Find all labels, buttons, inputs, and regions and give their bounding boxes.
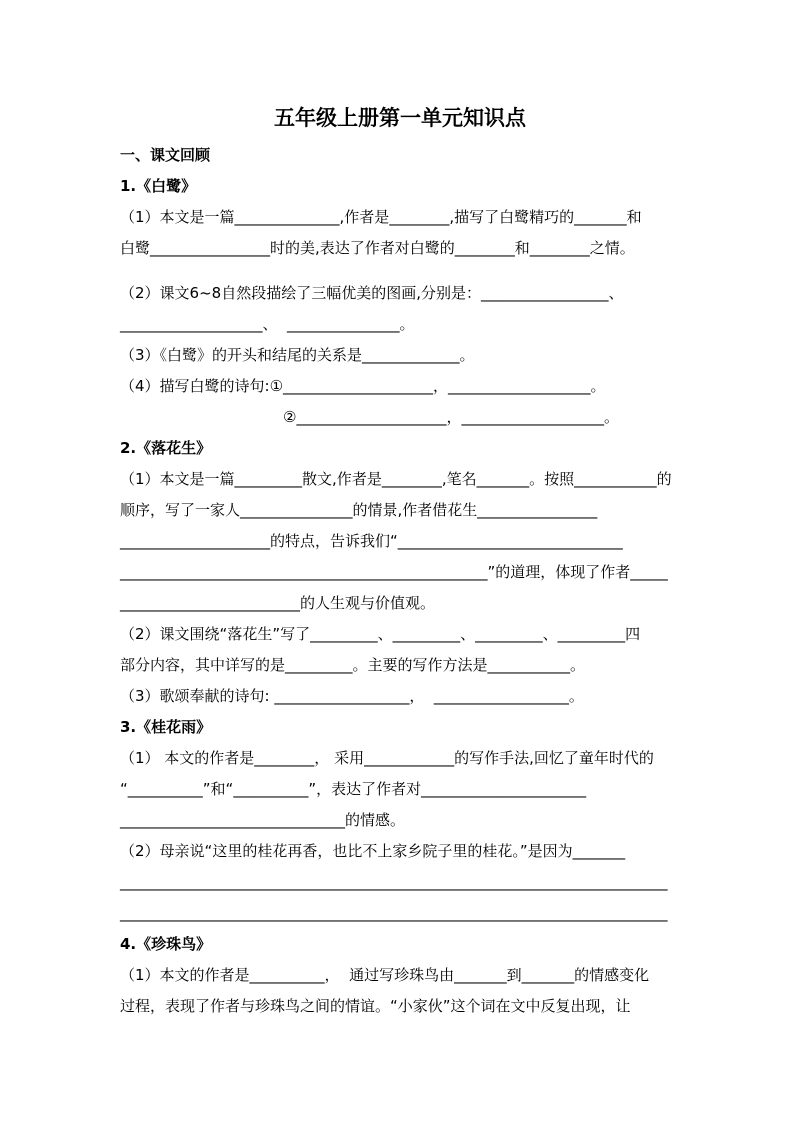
question-line: 顺序，写了一家人_______________的情景,作者借花生________________ [120,501,598,519]
question-line: （2）母亲说“这里的桂花再香，也比不上家乡院子里的桂花。”是因为_______ [120,842,626,860]
lesson-2-block [120,433,680,712]
question-line: （1）本文的作者是__________， 通过写珍珠鸟由_______到_______的情感变化 [120,966,650,984]
question-paragraph [120,960,680,1022]
question-line: ②____________________，___________________。 [283,408,619,426]
answer-blank-line: _________________________________________________________________________ [120,904,668,922]
question-line: ______________________________的情感。 [120,811,406,829]
lesson-4-heading: 4.《珍珠鸟》 [120,935,212,953]
section-heading: 一、课文回顾 [120,146,211,164]
question-paragraph [120,278,680,340]
lesson-2-heading: 2.《落花生》 [120,439,212,457]
question-line: （1）本文是一篇______________,作者是________,描写了白鹭精巧的_______和 [120,208,642,226]
question-paragraph [120,743,680,836]
question-line: 过程，表现了作者与珍珠鸟之间的情谊。“小家伙”这个词在文中反复出现，让 [120,997,631,1015]
question-line: （4）描写白鹭的诗句:①____________________，___________________。 [120,377,606,395]
question-line: _________________________________________________”的道理，体现了作者_____ [120,563,668,581]
question-line: ___________________、 _______________。 [120,315,415,333]
question-line: （1）本文是一篇_________散文,作者是________,笔名_______。按照___________的 [120,470,672,488]
answer-blank-line: _________________________________________________________________________ [120,873,668,891]
lesson-3-heading: 3.《桂花雨》 [120,718,212,736]
question-paragraph [120,202,680,264]
question-line: 白鹭________________时的美,表达了作者对白鹭的________和________之情。 [120,239,635,257]
question-line: 部分内容，其中详写的是_________。主要的写作方法是___________。 [120,656,586,674]
question-line: ________________________的人生观与价值观。 [120,594,436,612]
question-line: （2）课文6~8自然段描绘了三幅优美的图画,分别是：_________________、 [120,284,624,302]
question-line: “__________”和“__________”，表达了作者对______________________ [120,780,587,798]
lesson-1-heading: 1.《白鹭》 [120,177,197,195]
question-paragraph [120,464,680,619]
question-line: （1） 本文的作者是________， 采用____________的写作手法,回忆了童年时代的 [120,749,654,767]
question-paragraph [120,681,680,712]
lesson-1-block [120,171,680,433]
question-paragraph [120,371,680,433]
document-title: 五年级上册第一单元知识点 [274,106,526,130]
question-paragraph [120,619,680,681]
lesson-4-block [120,929,680,1022]
question-line: （2）课文围绕“落花生”写了_________、_________、_________、_________四 [120,625,641,643]
question-line: ____________________的特点，告诉我们“______________________________ [120,532,623,550]
question-paragraph [120,836,680,929]
lesson-3-block [120,712,680,929]
question-line: （3）《白鹭》的开头和结尾的关系是_____________。 [120,346,475,364]
question-paragraph [120,340,680,371]
question-line: （3）歌颂奉献的诗句: __________________， __________________。 [120,687,584,705]
